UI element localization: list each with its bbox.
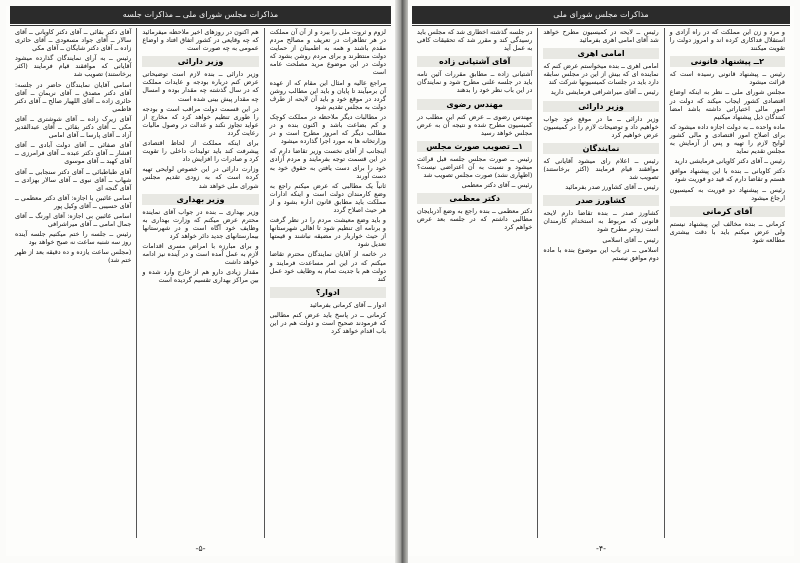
left-header-rule — [10, 25, 391, 26]
text-paragraph: در جلسه گذشته اخطاری شد که مجلس باید رسیدگی کند و مقرر شد که تحقیقات کافی به عمل آید — [417, 28, 533, 53]
left-page-folio: -۵- — [195, 544, 206, 553]
section-heading: نمایندگان — [543, 143, 658, 154]
text-paragraph: رئیس ــ لایحه در کمیسیون مطرح خواهد شد آقای امامی اهری بفرمائید — [543, 28, 659, 45]
text-paragraph: رئیس ــ آقای کشاورز صدر بفرمائید — [565, 183, 659, 192]
left-columns — [10, 28, 391, 538]
text-paragraph: مراجع عالیه و امثال این مقام که از عهده آن برمیآیند تا پایان و باید این مطالب روشن گردد در موقع خود و باید آن لایحه از طرف دولت به مجلس تقدیم شود — [269, 78, 386, 111]
section-heading: دکتر معظمی — [417, 193, 532, 204]
text-paragraph: اینجانب از آقای نخست وزیر تقاضا دارم که در این قسمت توجه بفرمایند و مردم آزادی خود را برای دست یافتن به حقوق خود به دست آورند — [269, 147, 386, 180]
right-header-rule — [412, 25, 790, 26]
text-paragraph: آشتیانی زاده ــ مطابق مقررات آئین نامه باید در جلسه علنی مطرح شود و نمایندگان در این باب نظر خود را بدهند — [417, 70, 533, 95]
text-paragraph: آقای دکتر بقائی ــ آقای دکتر کاویانی ــ آقای سالار ــ آقای جواد مسعودی ــ آقای حائری زاده ــ آقای دکتر شایگان ــ آقای مکی — [15, 28, 132, 53]
text-paragraph: ماده واحده ــ به دولت اجازه داده میشود که برای اصلاح امور اقتصادی و مالی کشور لوایح لازم را تهیه و پس از آزمایش به مجلس تقدیم نماید — [669, 122, 785, 156]
section-heading: وزیر بهداری — [142, 194, 258, 205]
right-column-1 — [665, 28, 790, 538]
section-heading: وزیر دارائی — [142, 56, 258, 67]
text-paragraph: مهندس رضوی ــ عرض کنم این مطلب در کمیسیون مطرح شده و نتیجه آن به عرض مجلس خواهد رسید — [417, 112, 533, 137]
text-paragraph: کشاورز صدر ــ بنده تقاضا دارم لایحه قانونی که مربوط به استخدام کارمندان است زودتر مطرح شود — [543, 209, 659, 234]
text-paragraph: رئیس ــ اعلام رای میشود آقایانی که موافقند قیام فرمایند (اکثر برخاستند) تصویب شد — [543, 156, 659, 182]
section-heading: کشاورز صدر — [543, 195, 658, 206]
section-heading: امامی اهری — [543, 48, 658, 59]
text-paragraph: دکتر کاویانی ــ بنده با این پیشنهاد موافق هستم و تقاضا دارم که قید دو فوریت شود — [669, 167, 785, 184]
text-paragraph: کرمانی ــ بنده مخالف این پیشنهاد نیستم ولی عرض میکنم باید با دقت بیشتری مطالعه شود — [669, 219, 785, 244]
text-paragraph: (مجلس ساعت یازده و ده دقیقه بعد از ظهر ختم شد) — [15, 248, 132, 265]
text-paragraph: اسلامی ــ در باب این موضوع بنده با ماده دوم موافق نیستم — [543, 245, 659, 262]
text-paragraph: وزیر دارائی ــ بنده لازم است توضیحاتی عرض کنم درباره بودجه و عایدات مملکت که در سال گذشته چه مقدار بوده و امسال چه مقدار پیش بینی شده است — [142, 70, 259, 103]
text-paragraph: رئیس ــ صورت مجلس جلسه قبل قرائت میشود و نسبت به آن اعتراضی نیست؟ (اظهاری نشد) صورت مجلس تصویب شد — [417, 154, 533, 180]
right-column-3 — [412, 28, 537, 538]
text-paragraph: آقای زیرک زاده ــ آقای شوشتری ــ آقای مکی ــ آقای دکتر بقائی ــ آقای عبدالقدیر آزاد ــ آقای پارسا ــ آقای امامی — [15, 114, 132, 140]
left-column-2 — [137, 28, 263, 538]
text-paragraph: مجلس شورای ملی ــ نظر به اینکه اوضاع اقتصادی کشور ایجاب میکند که دولت در امور مالی اختیاراتی داشته باشد امضا کنندگان ذیل پیشنهاد میکنیم — [669, 88, 785, 121]
text-paragraph: مقدار زیادی دارو هم از خارج وارد شده و بین مراکز بهداری تقسیم گردیده است — [142, 268, 259, 285]
section-heading: آقای آشتیانی زاده — [417, 56, 532, 67]
text-paragraph: در این قسمت دولت مراقب است و بودجه را طوری تنظیم خواهد کرد که مخارج از عواید تجاوز نکند و عدالت در وصول مالیات رعایت گردد — [142, 104, 259, 137]
text-paragraph: دکتر معظمی ــ بنده راجع به وضع آذربایجان مطالبی داشتم که در جلسه بعد عرض خواهم کرد — [417, 207, 533, 232]
text-paragraph: هم اکنون در روزهای اخیر ملاحظه میفرمائید که چه وقایعی در کشور اتفاق افتاد و اوضاع عمومی به چه صورت است — [142, 28, 259, 53]
left-column-3 — [10, 28, 136, 538]
section-heading: ادوار؟ — [270, 287, 386, 298]
text-paragraph: لزوم و ثروت ملی را ببرد و از آن آن مملکت در هر تظاهرات در تعریف و مصالح مردم مقدم باشند و همه به اطمینان از حمایت دولت منتظرند و برای مردم روشن بشود که دولت در این موضوع مرید مصلحت عامه است — [269, 28, 386, 77]
text-paragraph: و مرد و زن این مملکت که در راه آزادی و استقلال فداکاری کرده اند و امروز دولت را تقویت میکنند — [669, 28, 785, 53]
left-page — [6, 6, 395, 556]
text-paragraph: رئیس ــ جلسه را ختم میکنیم جلسه آینده روز سه شنبه ساعت نه صبح خواهد بود — [15, 230, 132, 247]
text-paragraph: آقای طباطبائی ــ آقای دکتر سنجابی ــ آقای شهاب ــ آقای نبوی ــ آقای سالار بهزادی ــ آقای گنجه ای — [15, 167, 132, 192]
text-paragraph: اسامی آقایان نمایندگان حاضر در جلسه: آقای دکتر مصدق ــ آقای نریمان ــ آقای حائری زاده ــ آقای اللهیار صالح ــ آقای دکتر فاطمی — [15, 80, 132, 113]
left-column-1 — [265, 28, 391, 538]
text-paragraph: برای اینکه مملکت از لحاظ اقتصادی پیشرفت کند باید تولیدات داخلی را تقویت کرد و صادرات را افزایش داد — [142, 139, 259, 164]
right-page-folio: -۴- — [595, 544, 607, 553]
text-paragraph: رئیس ــ آقای دکتر کاویانی فرمایشی دارید — [674, 157, 785, 166]
right-page — [408, 6, 794, 556]
section-heading: ۱ــ تصویب صورت مجلس — [417, 141, 532, 152]
text-paragraph: کرمانی ــ در پاسخ باید عرض کنم مطالبی که فرمودند صحیح است و دولت هم در این باب اقدام خواهد کرد — [269, 310, 386, 336]
text-paragraph: وزیر دارائی ــ ما در موقع خود جواب خواهیم داد و توضیحات لازم را در کمیسیون عرض خواهیم کرد — [543, 114, 659, 139]
text-paragraph: رئیس ــ آقای اسلامی — [602, 235, 659, 244]
text-paragraph: امامی اهری ــ بنده میخواستم عرض کنم که نماینده ای که بیش از این در مجلس سابقه دارد باید در جلسات کمیسیونها شرکت کند — [543, 62, 659, 87]
section-heading: وزیر دارائی — [543, 101, 658, 112]
text-paragraph: وزیر بهداری ــ بنده در جواب آقای نماینده محترم عرض میکنم که وزارت بهداری به وظایف خود آگاه است و در شهرستانها بیمارستانهای جدید دائر خواهد کرد — [142, 207, 259, 240]
right-page-header: مذاکرات مجلس شورای ملی — [412, 6, 790, 24]
section-heading: ۲ــ پیشنهاد قانونی — [670, 56, 785, 67]
page-gutter — [395, 0, 408, 563]
text-paragraph: وزارت دارائی در این خصوص لوایحی تهیه کرده است که به زودی تقدیم مجلس شورای ملی خواهد شد — [142, 165, 259, 190]
right-column-2 — [538, 28, 663, 538]
text-paragraph: رئیس ــ آقای دکتر معظمی — [461, 181, 533, 190]
text-paragraph: اسامی غائبین با اجازه: آقای دکتر معظمی ــ آقای حسیبی ــ آقای وکیل پور — [15, 193, 132, 210]
text-paragraph: اسامی غائبین بی اجازه: آقای اورنگ ــ آقای جمال امامی ــ آقای میراشرافی — [15, 211, 132, 229]
text-paragraph: در مطالبات دیگر ملاحظه در مملکت کوچک و کم بضاعت باشد و اکنون بنده و در مطالب دیگر که امروز مطرح است و در وزارتخانه ها به مورد اجرا گذارده میشود — [269, 112, 386, 146]
text-paragraph: ادوار ــ آقای کرمانی بفرمائید — [309, 300, 386, 309]
text-paragraph: رئیس ــ پیشنهاد قانونی رسیده است که قرائت میشود — [669, 70, 785, 87]
text-paragraph: آقای صفائی ــ آقای دولت آبادی ــ آقای افشار ــ آقای دکتر عبده ــ آقای فرامرزی ــ آقای کهبد ــ آقای موسوی — [15, 141, 132, 166]
left-page-header: مذاکرات مجلس شورای ملی ــ مذاکرات جلسه — [10, 6, 391, 24]
text-paragraph: و برای مبارزه با امراض مسری اقدامات لازم به عمل آمده است و در آینده نیز ادامه خواهد داشت — [142, 241, 259, 267]
text-paragraph: رئیس ــ به آرای نمایندگان گذارده میشود آقایانی که موافقند قیام فرمایند (اکثر برخاستند) تصویب شد — [15, 54, 132, 79]
text-paragraph: رئیس ــ پیشنهاد دو فوریت به کمیسیون ارجاع میشود — [669, 185, 785, 202]
text-paragraph: ثانیاً یک مطالبی که عرض میکنم راجع به وضع کارمندان دولت است و اینکه ادارات مملکت باید مطابق قانون اداره بشود و از هر حیث اصلاح گردد — [269, 181, 386, 214]
section-heading: مهندس رضوی — [417, 99, 532, 110]
section-heading: آقای کرمانی — [670, 206, 785, 217]
text-paragraph: رئیس ــ آقای میراشرافی فرمایشی دارید — [550, 88, 659, 97]
right-columns — [412, 28, 790, 538]
text-paragraph: و باید وضع معیشت مردم را در نظر گرفت و برنامه ای تنظیم شود تا اهالی شهرستانها از حیث خواربار در مضیقه نباشند و قیمتها تعدیل شود — [269, 216, 386, 249]
text-paragraph: در خاتمه از آقایان نمایندگان محترم تقاضا میکنم که در این امر مساعدت فرمایند و دولت هم با جدیت تمام به وظایف خود عمل کند — [269, 250, 386, 283]
